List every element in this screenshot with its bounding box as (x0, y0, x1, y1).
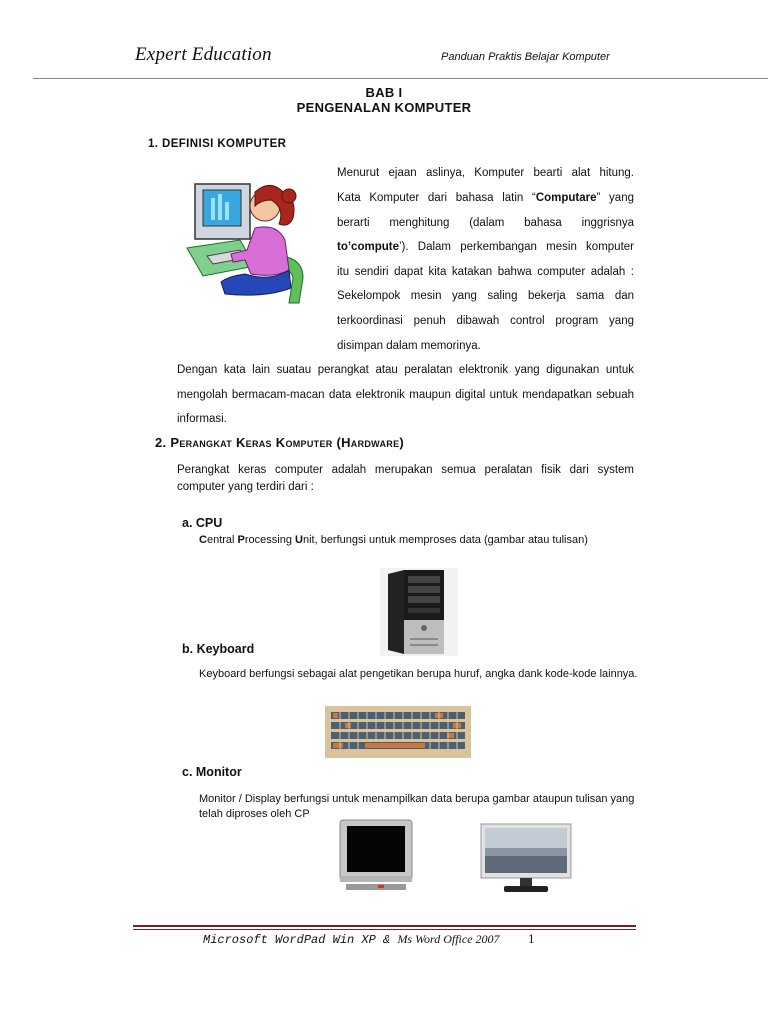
acronym-letter: U (295, 534, 303, 546)
term-to-compute: to’compute (337, 241, 399, 253)
definition-line-7: terkoordinasi penuh dibawah control program yang (337, 315, 634, 327)
definition-line-3: berarti menghitung (dalam bahasa inggrisnya (337, 217, 634, 229)
lcd-monitor-icon (480, 823, 572, 895)
definition-line-1: Menurut ejaan aslinya, Komputer bearti alat hitung. (337, 167, 634, 179)
chapter-number: BAB I (365, 85, 403, 100)
text-fragment: Microsoft WordPad Win XP & (203, 933, 398, 947)
text-fragment: rocessing (244, 534, 296, 546)
definition-paragraph-2: Dengan kata lain suatau perangkat atau peralatan elektronik yang digunakan untuk mengolah bermacam-macan data elektronik maupun digital untuk mendapatkan sebuah informasi. (177, 364, 634, 426)
footer-text (203, 932, 500, 947)
section1-heading: 1. DEFINISI KOMPUTER (148, 138, 287, 150)
text-fragment: ” yang (596, 192, 634, 204)
section2-intro: Perangkat keras computer adalah merupakan semua peralatan fisik dari system computer yang terdiri dari : (177, 464, 634, 493)
crt-monitor-image (338, 818, 414, 892)
definition-line-2 (337, 186, 634, 211)
chapter-title: PENGENALAN KOMPUTER (296, 100, 472, 115)
item-keyboard-desc: Keyboard berfungsi sebagai alat pengetikan berupa huruf, angka dank kode-kode lainnya. (199, 668, 638, 680)
section2-heading: 2. Perangkat Keras Komputer (Hardware) (155, 435, 405, 450)
lcd-monitor-image (480, 823, 572, 895)
header-title: Expert Education (135, 44, 272, 65)
acronym-letter: C (199, 534, 207, 546)
header-subtitle: Panduan Praktis Belajar Komputer (441, 51, 610, 63)
item-monitor-label: c. Monitor (182, 765, 242, 779)
definition-line-4 (337, 235, 634, 260)
text-fragment: Kata Komputer dari bahasa latin “ (337, 192, 536, 204)
header-rule (33, 78, 768, 79)
footer-rule (133, 925, 636, 927)
page-number: 1 (528, 931, 535, 946)
definition-line-8: disimpan dalam memorinya. (337, 340, 481, 352)
text-fragment: ’). Dalam perkembangan mesin komputer (398, 241, 634, 253)
crt-monitor-icon (338, 818, 414, 892)
item-monitor-desc: Monitor / Display berfungsi untuk menampilkan data berupa gambar ataupun tulisan yang telah diproses oleh CP (199, 793, 635, 820)
footer-rule-thin (133, 929, 636, 930)
text-fragment: nit, berfungsi untuk memproses data (gambar atau tulisan) (302, 534, 588, 546)
term-computare: Computare (535, 192, 597, 204)
keyboard-icon (325, 706, 471, 758)
definition-line-5: itu sendiri dapat kita katakan bahwa computer adalah : (337, 266, 634, 278)
item-cpu-label: a. CPU (182, 516, 223, 530)
acronym-letter: P (237, 534, 245, 546)
item-cpu-desc (199, 534, 588, 546)
cpu-tower-icon (380, 568, 458, 656)
text-fragment: entral (206, 534, 238, 546)
woman-computer-illustration (185, 178, 310, 308)
text-fragment: Ms Word Office 2007 (397, 932, 500, 946)
keyboard-image (325, 706, 471, 758)
woman-computer-icon (185, 178, 310, 308)
cpu-tower-image (380, 568, 458, 656)
item-keyboard-label: b. Keyboard (182, 642, 255, 656)
definition-line-6: Sekelompok mesin yang saling bekerja sama dan (337, 290, 634, 302)
